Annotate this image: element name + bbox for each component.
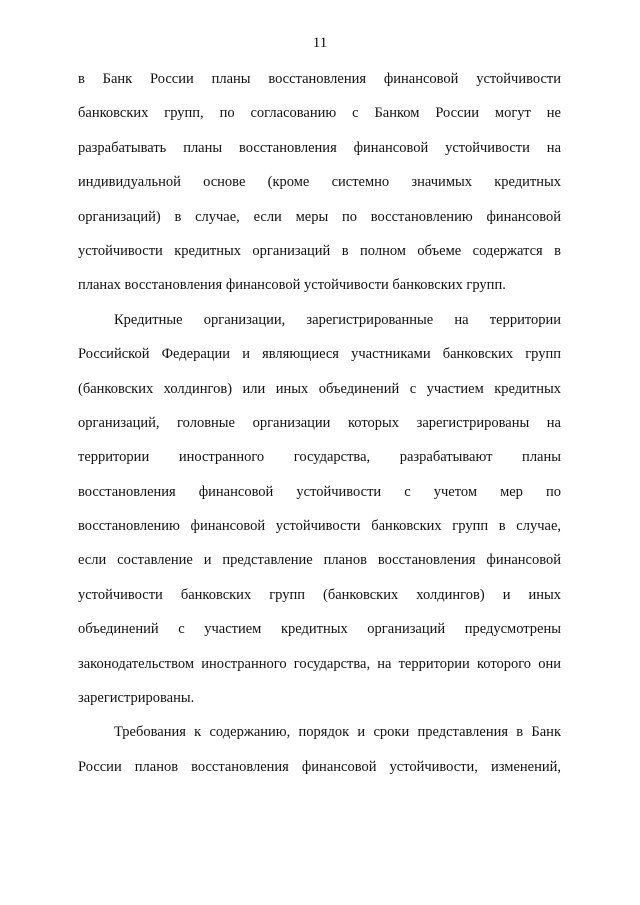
text-line: разрабатывать планы восстановления финансовой устойчивости на — [78, 139, 561, 156]
text-line: организаций) в случае, если меры по восстановлению финансовой — [78, 208, 561, 225]
text-line: (банковских холдингов) или иных объединений с участием кредитных — [78, 380, 561, 397]
text-line: планах восстановления финансовой устойчивости банковских групп. — [78, 277, 506, 294]
body-text — [78, 62, 561, 784]
text-line: банковских групп, по согласованию с Банком России могут не — [78, 105, 561, 122]
text-line: если составление и представление планов восстановления финансовой — [78, 552, 561, 569]
text-line: Российской Федерации и являющиеся участниками банковских групп — [78, 346, 561, 363]
text-line: устойчивости кредитных организаций в полном объеме содержатся в — [78, 242, 561, 259]
text-line: территории иностранного государства, разрабатывают планы — [78, 449, 561, 466]
text-line: зарегистрированы. — [78, 690, 195, 707]
text-line: России планов восстановления финансовой устойчивости, изменений, — [78, 758, 561, 775]
text-line: Требования к содержанию, порядок и сроки представления в Банк — [114, 724, 561, 741]
text-line: индивидуальной основе (кроме системно значимых кредитных — [78, 174, 561, 191]
text-line: Кредитные организации, зарегистрированные на территории — [114, 311, 561, 328]
paragraph-1 — [78, 62, 561, 303]
paragraph-2 — [78, 303, 561, 716]
text-line: организаций, головные организации которых зарегистрированы на — [78, 414, 561, 431]
text-line: восстановления финансовой устойчивости с учетом мер по — [78, 483, 561, 500]
text-line: законодательством иностранного государства, на территории которого они — [78, 655, 561, 672]
paragraph-3 — [78, 715, 561, 784]
page-number: 11 — [312, 35, 328, 51]
text-line: восстановлению финансовой устойчивости банковских групп в случае, — [78, 518, 561, 535]
text-line: в Банк России планы восстановления финансовой устойчивости — [78, 71, 561, 87]
text-line: объединений с участием кредитных организаций предусмотрены — [78, 621, 561, 638]
text-line: устойчивости банковских групп (банковских холдингов) и иных — [78, 586, 561, 603]
